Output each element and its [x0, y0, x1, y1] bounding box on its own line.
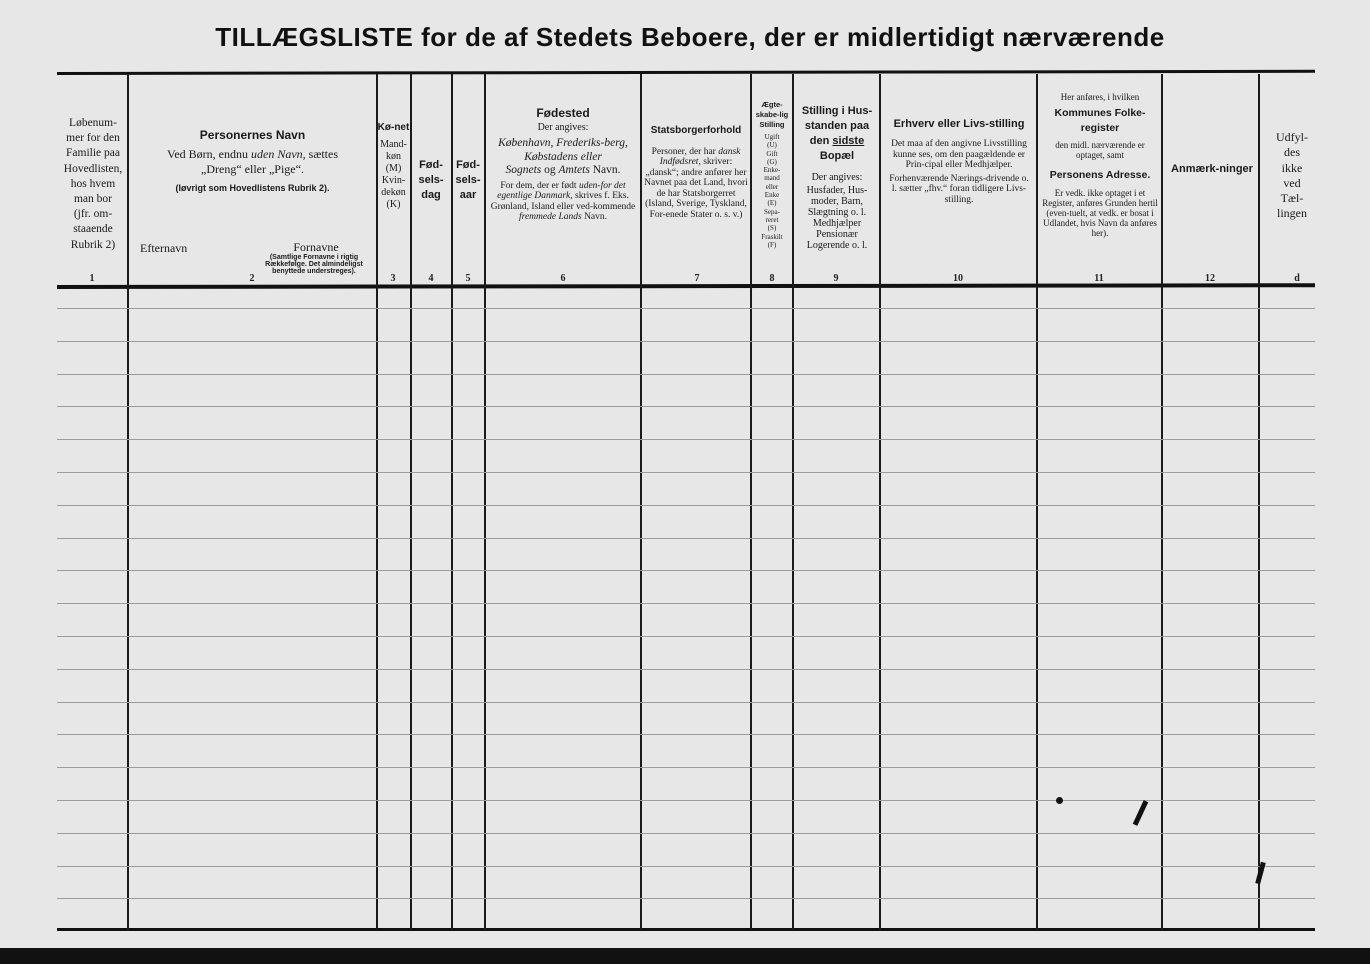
col6-text: og: [544, 164, 556, 176]
col12-header: [1166, 162, 1258, 177]
col8-heading: Ægte-skabe-lig Stilling: [755, 100, 789, 129]
col2-note: (Iøvrigt som Hovedlistens Rubrik 2).: [175, 183, 330, 193]
ruled-line: [57, 636, 1315, 637]
cold-line: lingen: [1277, 206, 1307, 221]
col11-heading2: Personens Adresse.: [1049, 169, 1151, 181]
col6-italic: uden-for det egentlige Danmark,: [497, 180, 626, 201]
col11-heading: Kommunes Folke-register: [1054, 107, 1146, 134]
column-number: 9: [833, 273, 839, 284]
col11-top: Her anføres, i hvilken: [1060, 92, 1140, 102]
cold-line: ikke: [1281, 160, 1303, 175]
col1-line: hos hvem: [70, 177, 116, 190]
cold-line: ved: [1283, 175, 1301, 190]
col6-italic: København, Frederiks-berg, Købstadens eller: [498, 137, 628, 163]
col2-sub-right-note: (Samtlige Fornavne i rigtig Rækkefølge. Det almindeligst benyttede understreges).: [265, 254, 363, 275]
bottom-rule: [57, 928, 1315, 931]
col10-header: [886, 116, 1032, 205]
col6-text: Navn.: [584, 212, 608, 222]
col3-header: [377, 122, 410, 211]
col3-line: (M): [385, 163, 402, 174]
col6-text: skrives f. Eks.: [575, 191, 629, 201]
col8-line: mand: [764, 174, 780, 183]
col2-text-italic: uden Navn,: [251, 147, 306, 161]
ruled-line: [57, 734, 1315, 735]
ruled-line: [57, 308, 1315, 309]
ruled-line: [57, 505, 1315, 506]
col7-italic: dansk Indfødsret,: [659, 146, 741, 167]
col9-header: [795, 104, 879, 251]
column-number: d: [1294, 273, 1300, 284]
col8-line: (F): [767, 240, 777, 249]
col2-header: [135, 128, 370, 193]
col4-header: [413, 158, 449, 203]
col1-line: Hovedlisten,: [63, 162, 123, 175]
col3-line: køn: [386, 151, 401, 162]
col9-heading: Stilling i Hus-standen paa: [801, 105, 873, 132]
col7-text: skriver: „dansk“; andre anfører her Navnet paa det Land, hvori de har Statsborgerret (Island, Sverige, Tyskland, For-enede Stater o. s. v.): [644, 157, 748, 220]
col8-line: Gift: [766, 149, 778, 158]
form-title: TILLÆGSLISTE for de af Stedets Beboere, der er midlertidigt nærværende: [215, 22, 1165, 52]
top-rule: [57, 70, 1315, 75]
column-divider: [1161, 74, 1163, 930]
ink-dot: [1056, 797, 1063, 804]
column-number: 1: [89, 273, 95, 284]
col1-line: man bor: [73, 193, 112, 206]
col2-sub-left: Efternavn: [140, 241, 188, 255]
col1-line: Rubrik 2): [70, 238, 116, 251]
col8-line: (U): [767, 141, 777, 150]
ruled-line: [57, 898, 1315, 899]
col2-heading: Personernes Navn: [199, 128, 306, 142]
column-divider: [410, 74, 412, 930]
col7-text: Personer, der har: [651, 146, 716, 157]
col6-heading: Fødested: [536, 106, 590, 120]
scan-edge: [0, 948, 1370, 964]
col1-line: (jfr. om-: [73, 208, 113, 221]
col3-line: dekøn: [381, 187, 406, 198]
col7-heading: Statsborgerforhold: [650, 125, 742, 136]
ruled-line: [57, 702, 1315, 703]
column-number: 2: [249, 273, 255, 284]
col1-line: mer for den: [66, 132, 120, 145]
ruled-line: [57, 767, 1315, 768]
col10-body: Det maa af den angivne Livsstilling kunne ses, om den paagældende er Prin-cipal eller Medhjælper.: [891, 139, 1027, 170]
ruled-line: [57, 833, 1315, 834]
cold-line: des: [1284, 145, 1300, 160]
col9-heading: Bopæl: [819, 150, 855, 162]
ink-mark: [1133, 800, 1149, 826]
ruled-line: [57, 439, 1315, 440]
col6-italic: Sognets: [505, 164, 542, 176]
col1-header: [58, 116, 128, 253]
col8-line: reret: [765, 215, 779, 224]
col10-body: Forhenværende Nærings-drivende o. l. sætter „fhv.“ foran tidligere Livs-stilling.: [889, 173, 1029, 205]
col1-line: Familie paa: [66, 147, 120, 160]
ruled-line: [57, 800, 1315, 801]
col1-line: staaende: [73, 223, 113, 236]
header-rule: [57, 283, 1315, 289]
col8-line: Enke: [764, 191, 780, 200]
col5-header: [454, 158, 482, 203]
column-number: 5: [465, 273, 471, 284]
ruled-line: [57, 472, 1315, 473]
column-number: 4: [428, 273, 434, 284]
col6-text: Grønland, Island eller ved-kommende: [490, 201, 636, 212]
ruled-line: [57, 341, 1315, 342]
col3-line: Kvin-: [381, 175, 406, 186]
col6-italic: fremmede Lands: [518, 212, 582, 222]
column-number: 10: [953, 273, 963, 284]
ruled-line: [57, 866, 1315, 867]
col9-body: Husfader, Hus-moder, Barn, Slægtning o. l. Medhjælper Pensionær Logerende o. l.: [806, 185, 868, 251]
col8-line: Fraskilt: [761, 232, 783, 241]
col12-heading: Anmærk-ninger: [1171, 163, 1253, 175]
col8-line: (G): [767, 157, 777, 166]
col3-heading: Kø-net: [377, 122, 410, 133]
col2-text: sættes: [308, 147, 338, 161]
col3-line: Mand-: [380, 139, 407, 150]
ruled-line: [57, 538, 1315, 539]
column-divider: [451, 74, 453, 930]
col11-body: Er vedk. ikke optaget i et Register, anføres Grunden hertil (even-tuelt, at vedk. er bosat i Udlandet, hvis Navn da anføres her).: [1042, 188, 1158, 238]
column-divider: [792, 74, 794, 930]
col7-header: [642, 126, 750, 220]
col11-header: [1040, 92, 1160, 238]
ruled-line: [57, 570, 1315, 571]
col8-line: Ugift: [764, 133, 780, 141]
col6-text: Navn.: [592, 164, 621, 176]
col8-header: [752, 100, 792, 249]
cold-line: Udfyl-: [1276, 130, 1308, 144]
col6-header: [488, 107, 638, 223]
col2-text: Ved Børn, endnu: [167, 147, 248, 161]
column-number: 7: [694, 273, 700, 284]
ruled-line: [57, 603, 1315, 604]
col3-line: (K): [386, 199, 401, 210]
ruled-line: [57, 669, 1315, 670]
ruled-line: [57, 406, 1315, 407]
col5-heading: Fød-sels-aar: [455, 159, 481, 201]
column-number: 12: [1205, 273, 1215, 284]
col8-line: (E): [767, 199, 777, 208]
col8-line: Enke-: [763, 166, 781, 175]
cold-line: Tæl-: [1280, 191, 1304, 206]
col9-heading-underlined: sidste: [832, 135, 865, 147]
col10-heading: Erhverv eller Livs-stilling: [893, 118, 1025, 130]
column-divider: [1258, 74, 1260, 930]
col1-line: Løbenum-: [69, 117, 117, 129]
column-divider: [1036, 74, 1038, 930]
ruled-line: [57, 374, 1315, 375]
column-number: 11: [1094, 273, 1104, 284]
col4-heading: Fød-sels-dag: [418, 159, 444, 201]
col8-line: Sepa-: [764, 207, 780, 216]
col8-line: eller: [765, 182, 779, 191]
column-number: 8: [769, 273, 775, 284]
cold-header: [1262, 130, 1322, 222]
col9-sub: Der angives:: [811, 172, 863, 183]
col6-text: For dem, der er født: [500, 180, 577, 191]
column-divider: [879, 74, 881, 930]
col9-heading: den: [809, 135, 830, 147]
col11-mid: den midl. nærværende er optaget, samt: [1055, 140, 1145, 160]
col2-text: „Dreng“ eller „Pige“.: [201, 162, 304, 176]
column-divider: [484, 74, 486, 930]
col2-sub-right: Fornavne: [293, 240, 339, 254]
column-number: 3: [390, 273, 396, 284]
col8-line: (S): [767, 224, 777, 233]
col6-sub: Der angives:: [537, 121, 589, 133]
column-number: 6: [560, 273, 566, 284]
col6-italic: Amtets: [558, 164, 590, 176]
